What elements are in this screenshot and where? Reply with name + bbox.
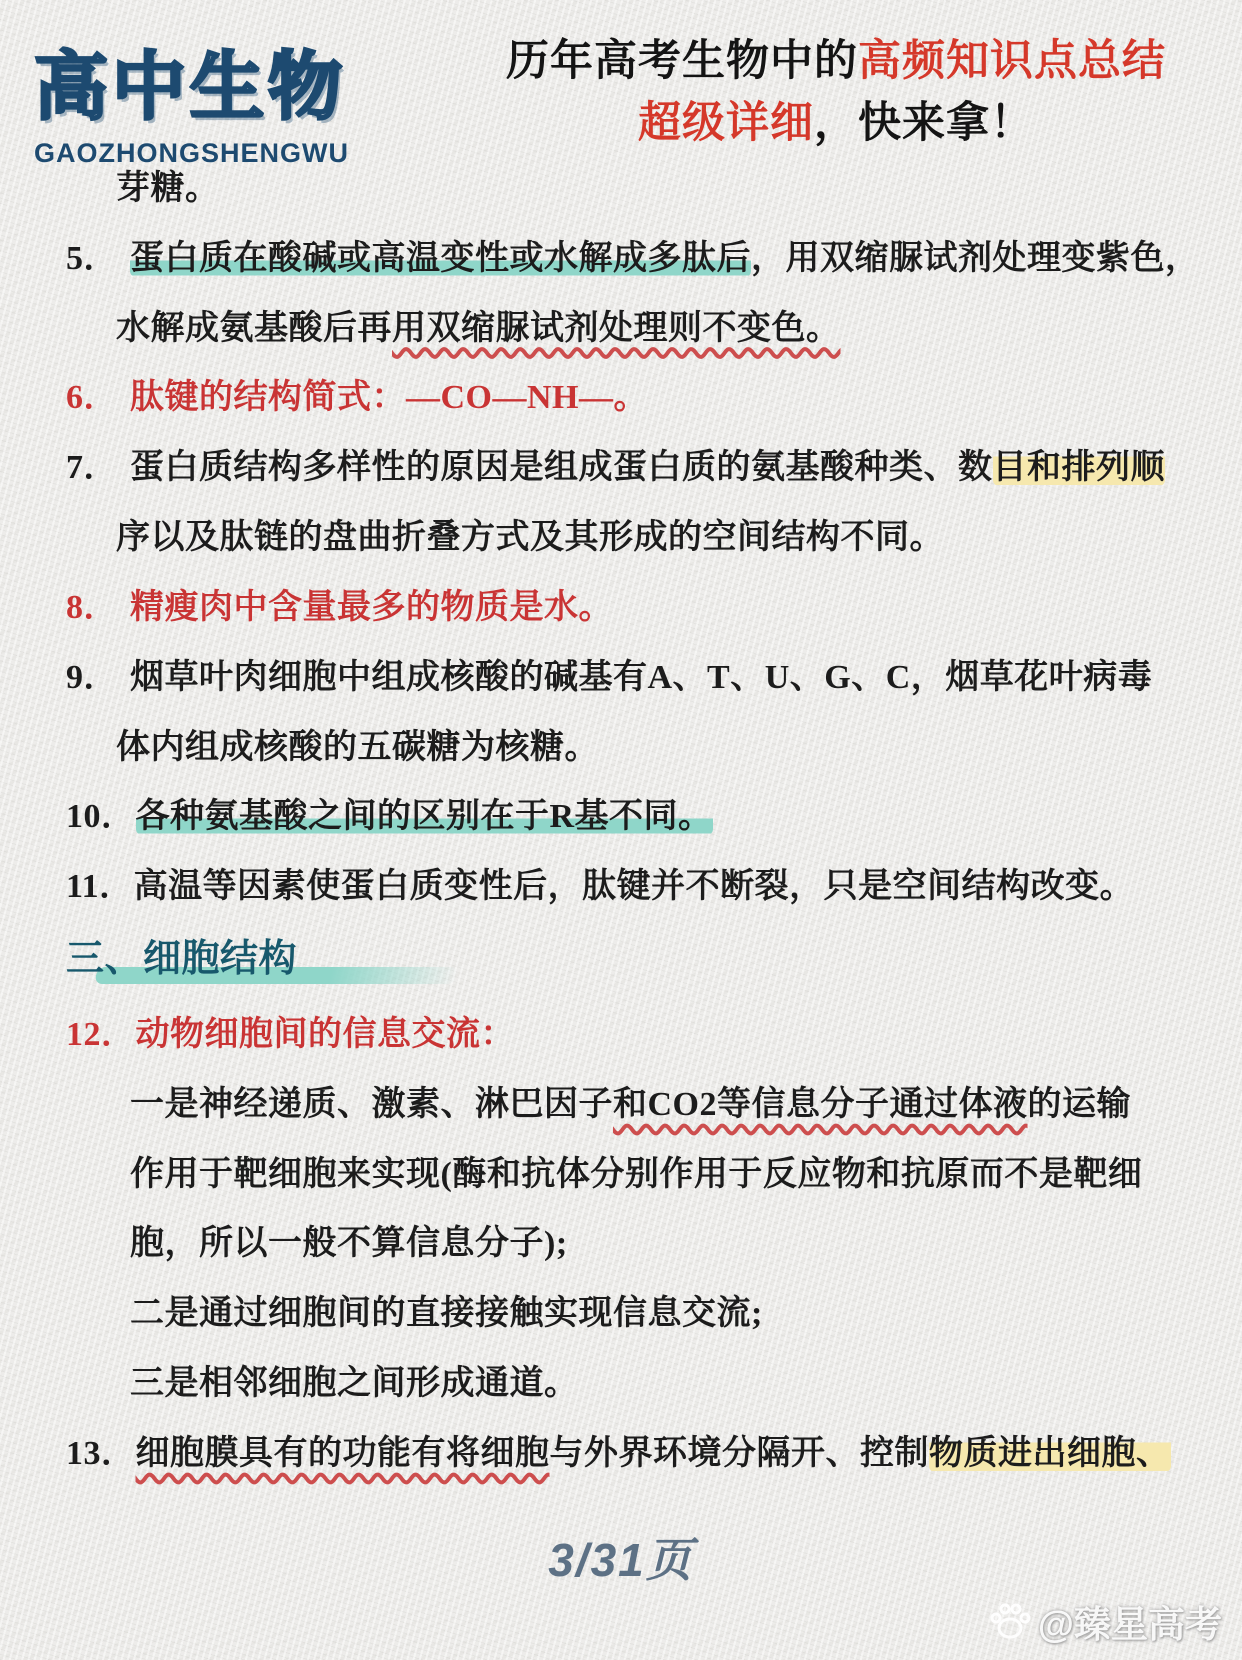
item-number: 5． bbox=[66, 239, 118, 277]
text-segment: 体内组成核酸的五碳糖为核糖。 bbox=[116, 728, 599, 766]
page-title bbox=[460, 30, 1212, 155]
line-content bbox=[66, 308, 841, 351]
text-line bbox=[66, 1433, 1186, 1476]
line-content bbox=[66, 1223, 568, 1266]
text-segment-yellow-marked: 目和排列顺 bbox=[992, 449, 1165, 487]
text-segment: 序以及肽链的盘曲折叠方式及其形成的空间结构不同。 bbox=[116, 519, 944, 557]
content bbox=[66, 168, 1200, 1503]
line-content bbox=[136, 1433, 1171, 1476]
item-number: 10． bbox=[66, 798, 136, 836]
line-content bbox=[66, 168, 220, 211]
text-segment-yellow-marked: 物质进出细胞、 bbox=[929, 1434, 1171, 1472]
line-content bbox=[66, 1154, 1142, 1197]
title-segment-red: 高频知识点总结 bbox=[858, 37, 1166, 85]
item-number: 6． bbox=[66, 379, 118, 417]
line-content bbox=[136, 1014, 516, 1057]
brand-logo bbox=[34, 28, 364, 169]
text-segment-wavy-marked: 用双缩脲试剂处理则不变色。 bbox=[392, 309, 841, 347]
brand-logo-romanized: GAOZHONGSHENGWU bbox=[34, 138, 349, 168]
watermark bbox=[988, 1594, 1222, 1648]
text-segment: 芽糖。 bbox=[116, 170, 220, 207]
text-line bbox=[66, 587, 1186, 630]
title-segment-black: 历年高考生物中的 bbox=[506, 37, 858, 85]
text-line bbox=[66, 377, 1186, 420]
text-segment-wavy-marked: 细胞膜具有的功能有将细胞 bbox=[135, 1434, 550, 1472]
text-segment: 精瘦肉中含量最多的物质是水。 bbox=[130, 588, 613, 626]
text-segment-wavy-marked: 和CO2等信息分子通过体液 bbox=[613, 1085, 1028, 1123]
title-segment-black: ，快来拿！ bbox=[814, 99, 1034, 148]
text-line bbox=[66, 657, 1186, 700]
text-line bbox=[66, 238, 1200, 281]
text-segment-teal-marked: 蛋白质在酸碱或高温变性或水解成多肽后 bbox=[130, 239, 751, 277]
line-content bbox=[130, 447, 1165, 490]
text-line bbox=[66, 866, 1186, 909]
watermark-text: @臻星高考 bbox=[1037, 1604, 1222, 1645]
text-line bbox=[66, 1293, 1186, 1336]
line-content bbox=[130, 587, 613, 630]
text-segment-teal-marked: 各种氨基酸之间的区别在于R基不同。 bbox=[135, 798, 713, 836]
line-content bbox=[130, 377, 648, 420]
text-segment: 的运输 bbox=[1027, 1085, 1131, 1123]
item-number: 11． bbox=[66, 868, 134, 906]
text-line bbox=[66, 447, 1186, 490]
text-segment: 高温等因素使蛋白质变性后，肽键并不断裂，只是空间结构改变。 bbox=[133, 868, 1135, 906]
item-number: 7． bbox=[66, 449, 118, 487]
line-content bbox=[66, 727, 599, 770]
text-line bbox=[66, 1223, 1186, 1266]
text-segment: 三、细胞结构 bbox=[66, 938, 298, 981]
text-segment: 二是通过细胞间的直接接触实现信息交流; bbox=[130, 1295, 763, 1333]
section-heading bbox=[66, 936, 1186, 984]
item-number: 13． bbox=[66, 1434, 136, 1472]
brand-logo-text: 高中生物 bbox=[34, 45, 346, 128]
line-content bbox=[136, 796, 713, 839]
text-line bbox=[66, 1154, 1186, 1197]
text-segment: 烟草叶肉细胞中组成核酸的碱基有A、T、U、G、C，烟草花叶病毒 bbox=[130, 658, 1153, 696]
paw-icon bbox=[988, 1601, 1032, 1641]
line-content bbox=[66, 1293, 763, 1336]
title-segment-red: 超级详细 bbox=[638, 99, 814, 148]
page-indicator: 3/31页 bbox=[548, 1534, 694, 1586]
text-line bbox=[66, 517, 1186, 560]
text-line bbox=[66, 308, 1186, 351]
text-line bbox=[66, 168, 1186, 211]
text-line bbox=[66, 1363, 1186, 1406]
text-segment: 作用于靶细胞来实现(酶和抗体分别作用于反应物和抗原而不是靶细 bbox=[130, 1155, 1143, 1193]
text-segment: 水解成氨基酸后再 bbox=[116, 309, 392, 347]
line-content bbox=[134, 866, 1135, 909]
line-content bbox=[66, 1363, 579, 1406]
text-segment: 动物细胞间的信息交流： bbox=[135, 1015, 515, 1053]
line-content bbox=[66, 517, 944, 560]
page-header bbox=[30, 24, 1212, 174]
text-line bbox=[66, 727, 1186, 770]
page-title-line1 bbox=[460, 30, 1212, 92]
text-segment: ，用双缩脲试剂处理变紫色， bbox=[751, 239, 1200, 277]
text-segment: 蛋白质结构多样性的原因是组成蛋白质的氨基酸种类、数 bbox=[130, 449, 993, 487]
page-title-line2 bbox=[460, 92, 1212, 154]
item-number: 12． bbox=[66, 1015, 136, 1053]
item-number: 8． bbox=[66, 588, 118, 626]
line-content bbox=[130, 238, 1200, 281]
line-content bbox=[130, 657, 1152, 700]
line-content bbox=[66, 1084, 1131, 1127]
text-segment: 胞，所以一般不算信息分子); bbox=[130, 1225, 568, 1263]
text-line bbox=[66, 796, 1186, 839]
item-number: 9． bbox=[66, 658, 118, 696]
line-content bbox=[66, 936, 297, 984]
text-segment: 三是相邻细胞之间形成通道。 bbox=[130, 1365, 579, 1403]
text-segment: 与外界环境分隔开、控制 bbox=[549, 1434, 929, 1472]
text-segment: 肽键的结构简式：—CO—NH—。 bbox=[130, 379, 648, 417]
text-segment: 一是神经递质、激素、淋巴因子 bbox=[130, 1085, 613, 1123]
text-line bbox=[66, 1014, 1186, 1057]
text-line bbox=[66, 1084, 1186, 1127]
